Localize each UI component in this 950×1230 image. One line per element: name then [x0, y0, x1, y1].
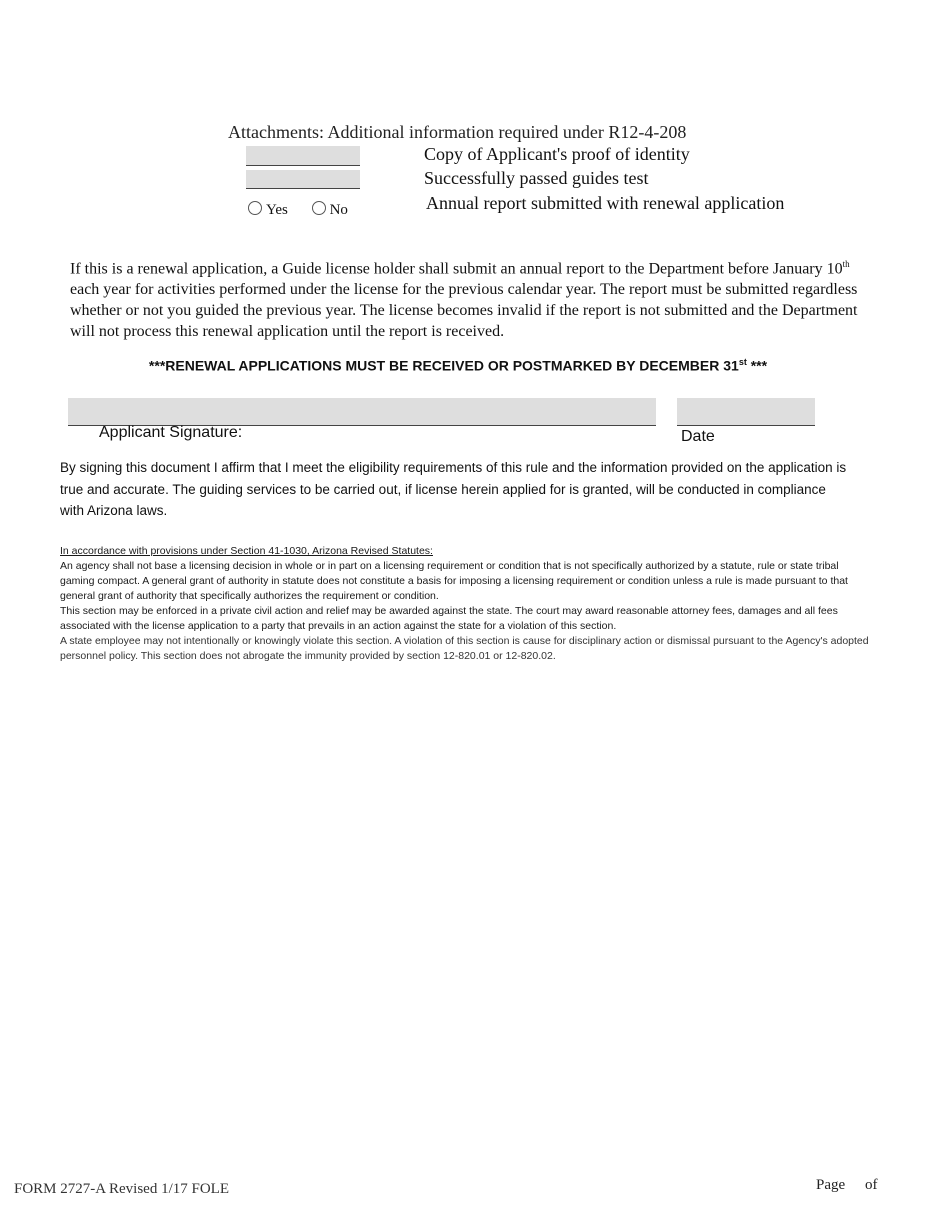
identity-proof-field[interactable] — [246, 146, 360, 166]
attachments-heading: Attachments: Additional information required under R12-4-208 — [228, 122, 687, 142]
statute-paragraph-3: A state employee may not intentionally or knowingly violate this section. A violation of this section is cause for disciplinary action or dismissal pursuant to the Agency's adopted personnel policy. This section does not abrogate the immunity provided by section 12-820.01 or 12-820.02. — [60, 635, 869, 662]
page-label: Page — [816, 1177, 846, 1193]
renewal-paragraph-sup: th — [842, 259, 850, 269]
radio-no[interactable] — [312, 202, 348, 218]
statute-paragraph-2: This section may be enforced in a private civil action and relief may be awarded against the state. The court may award reasonable attorney fees, damages and all fees associated with the license application to a party that prevails in an action against the state for a violation of this section. — [60, 605, 838, 632]
applicant-signature-field[interactable] — [68, 398, 656, 426]
attachment-item-identity: Copy of Applicant's proof of identity — [424, 144, 690, 164]
statute-section — [60, 544, 872, 664]
statute-heading: In accordance with provisions under Section 41-1030, Arizona Revised Statutes: — [60, 545, 433, 557]
radio-yes[interactable] — [248, 202, 292, 218]
renewal-paragraph-part1: If this is a renewal application, a Guide license holder shall submit an annual report to the Department before January 10 — [70, 260, 843, 278]
form-id: FORM 2727-A Revised 1/17 FOLE — [14, 1181, 230, 1197]
attachment-item-annual-report: Annual report submitted with renewal application — [426, 193, 785, 213]
signature-date-field[interactable] — [677, 398, 815, 426]
renewal-paragraph-part2: each year for activities performed under the license for the previous calendar year. The report must be submitted regardless whether or not you guided the previous year. The license becomes invalid if the report is not submitted and the Department will not process this renewal application until the report is received. — [70, 281, 858, 341]
renewal-paragraph — [70, 254, 882, 342]
radio-no-circle-icon[interactable] — [312, 201, 326, 215]
statute-paragraph-1: An agency shall not base a licensing decision in whole or in part on a licensing requirement or condition that is not specifically authorized by a statute, rule or state tribal gaming compact. A general grant of authority in statute does not constitute a basis for imposing a licensing requirement or condition unless a rule is made pursuant to that general grant of authority that specifically authorizes the requirement or condition. — [60, 560, 848, 602]
annual-report-radio-group — [248, 201, 348, 219]
deadline-notice-end: *** — [746, 357, 768, 374]
radio-yes-label: Yes — [266, 202, 288, 218]
affirmation-text: By signing this document I affirm that I meet the eligibility requirements of this rule and the information provided on the application is true and accurate. The guiding services to be carried out, if license herein applied for is granted, will be conducted in compliance with Arizona laws. — [60, 460, 847, 518]
date-label: Date — [681, 428, 715, 445]
guides-test-field[interactable] — [246, 170, 360, 189]
deadline-notice — [0, 357, 916, 374]
deadline-notice-sup: st — [738, 357, 747, 367]
attachment-item-guides-test: Successfully passed guides test — [424, 168, 649, 188]
deadline-notice-main: ***RENEWAL APPLICATIONS MUST BE RECEIVED OR POSTMARKED BY DECEMBER 31 — [148, 357, 739, 374]
of-label: of — [865, 1177, 878, 1193]
applicant-signature-label: Applicant Signature: — [99, 424, 243, 441]
radio-yes-circle-icon[interactable] — [248, 201, 262, 215]
radio-no-label: No — [329, 202, 348, 218]
